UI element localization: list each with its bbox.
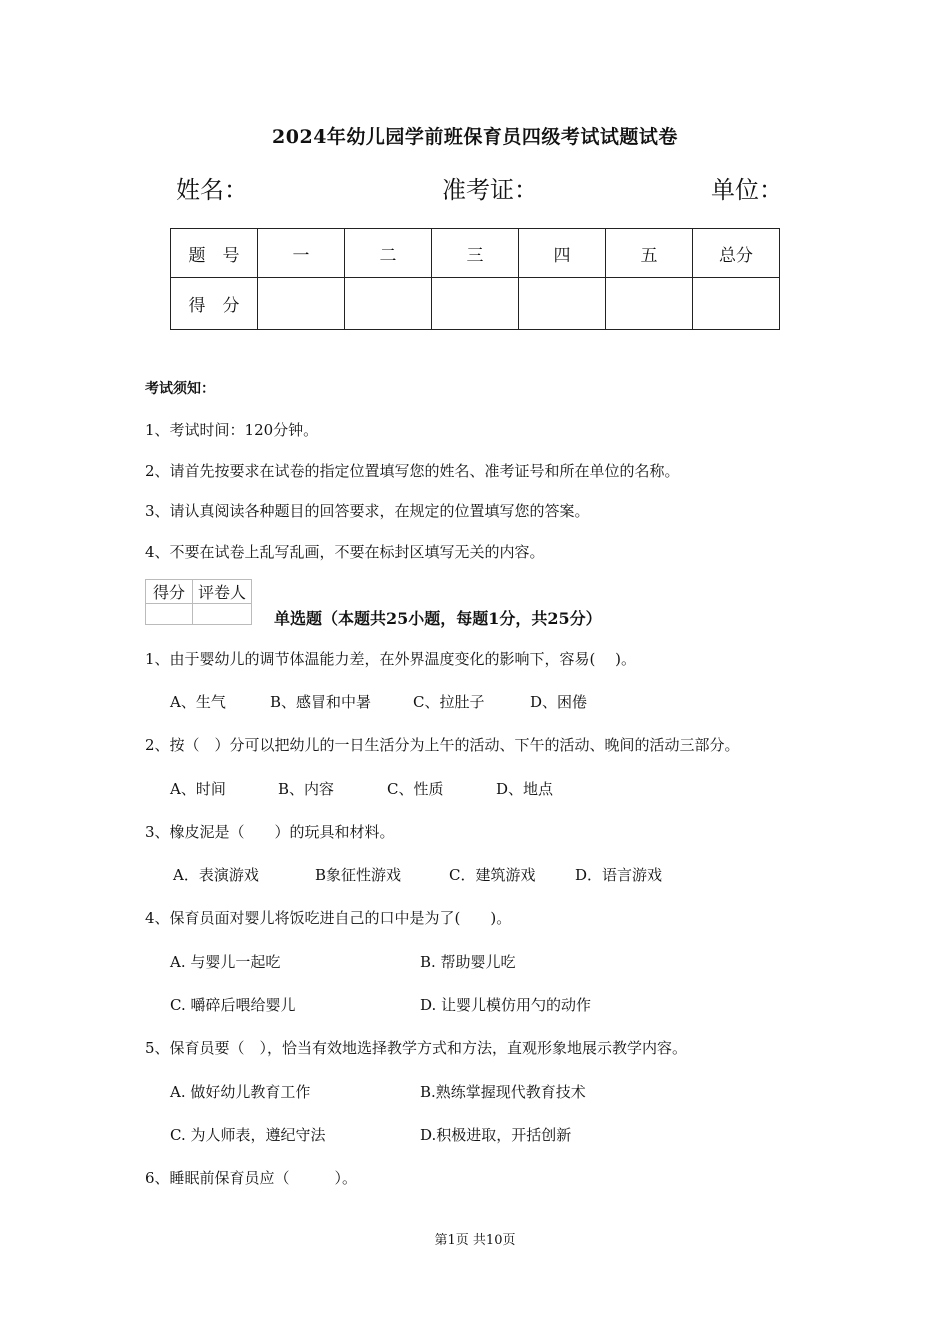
- question-4-stem: 4、保育员面对婴儿将饭吃进自己的口中是为了( )。: [145, 909, 512, 927]
- question-4-option-c[interactable]: C. 嚼碎后喂给婴儿: [170, 996, 296, 1014]
- question-2-option-c[interactable]: C、性质: [387, 780, 444, 798]
- question-3-option-b[interactable]: B象征性游戏: [315, 866, 402, 884]
- score-cell-5[interactable]: [606, 278, 693, 330]
- score-cell-4[interactable]: [519, 278, 606, 330]
- unit-field-label: 单位：: [711, 176, 783, 204]
- score-cell-3[interactable]: [432, 278, 519, 330]
- score-cell-1[interactable]: [258, 278, 345, 330]
- question-2-option-d[interactable]: D、地点: [496, 780, 554, 798]
- page-footer: 第1页 共10页: [434, 1233, 516, 1248]
- notice-item-2: 2、请首先按要求在试卷的指定位置填写您的姓名、准考证号和所在单位的名称。: [145, 462, 680, 480]
- question-3-option-a[interactable]: A．表演游戏: [173, 866, 259, 884]
- question-3-option-d[interactable]: D．语言游戏: [575, 866, 663, 884]
- score-header-label: 题 号: [171, 229, 258, 278]
- notice-item-1: 1、考试时间：120分钟。: [145, 421, 319, 439]
- score-row-label: 得 分: [171, 278, 258, 330]
- question-1-option-d[interactable]: D、困倦: [530, 693, 588, 711]
- grader-name-label: 评卷人: [193, 580, 252, 604]
- score-header-1: 一: [258, 229, 345, 278]
- notice-item-3: 3、请认真阅读各种题目的回答要求，在规定的位置填写您的答案。: [145, 502, 590, 520]
- grader-name-cell[interactable]: [193, 604, 252, 625]
- question-1-option-b[interactable]: B、感冒和中暑: [270, 693, 372, 711]
- score-header-3: 三: [432, 229, 519, 278]
- question-4-option-a[interactable]: A. 与婴儿一起吃: [170, 953, 281, 971]
- notice-item-4: 4、不要在试卷上乱写乱画，不要在标封区填写无关的内容。: [145, 543, 545, 561]
- name-field-label: 姓名：: [176, 176, 248, 204]
- grader-score-cell[interactable]: [146, 604, 193, 625]
- question-2-option-a[interactable]: A、时间: [170, 780, 226, 798]
- notice-heading: 考试须知：: [145, 381, 215, 397]
- question-5-stem: 5、保育员要（ ），恰当有效地选择教学方式和方法，直观形象地展示教学内容。: [145, 1039, 688, 1057]
- question-5-option-b[interactable]: B.熟练掌握现代教育技术: [420, 1083, 586, 1101]
- question-2-option-b[interactable]: B、内容: [278, 780, 335, 798]
- score-header-2: 二: [345, 229, 432, 278]
- question-1-option-c[interactable]: C、拉肚子: [413, 693, 485, 711]
- score-cell-total[interactable]: [693, 278, 780, 330]
- score-header-5: 五: [606, 229, 693, 278]
- score-cell-2[interactable]: [345, 278, 432, 330]
- score-header-4: 四: [519, 229, 606, 278]
- score-header-total: 总分: [693, 229, 780, 278]
- exam-title: 2024年幼儿园学前班保育员四级考试试题试卷: [272, 126, 678, 148]
- grader-box: [145, 579, 252, 625]
- ticket-field-label: 准考证：: [442, 176, 538, 204]
- question-6-stem: 6、睡眠前保育员应（ ）。: [145, 1169, 358, 1187]
- section-title: 单选题（本题共25小题，每题1分，共25分）: [274, 609, 602, 628]
- question-1-option-a[interactable]: A、生气: [170, 693, 226, 711]
- question-2-stem: 2、按（ ）分可以把幼儿的一日生活分为上午的活动、下午的活动、晚间的活动三部分。: [145, 736, 740, 754]
- question-3-option-c[interactable]: C．建筑游戏: [449, 866, 536, 884]
- question-5-option-c[interactable]: C. 为人师表，遵纪守法: [170, 1126, 326, 1144]
- question-4-option-b[interactable]: B. 帮助婴儿吃: [420, 953, 516, 971]
- question-3-stem: 3、橡皮泥是（ ）的玩具和材料。: [145, 823, 395, 841]
- grader-score-label: 得分: [146, 580, 193, 604]
- score-table: [170, 228, 780, 330]
- question-5-option-d[interactable]: D.积极进取，开括创新: [420, 1126, 572, 1144]
- question-4-option-d[interactable]: D. 让婴儿模仿用勺的动作: [420, 996, 592, 1014]
- question-5-option-a[interactable]: A. 做好幼儿教育工作: [170, 1083, 311, 1101]
- question-1-stem: 1、由于婴幼儿的调节体温能力差，在外界温度变化的影响下，容易( )。: [145, 650, 637, 668]
